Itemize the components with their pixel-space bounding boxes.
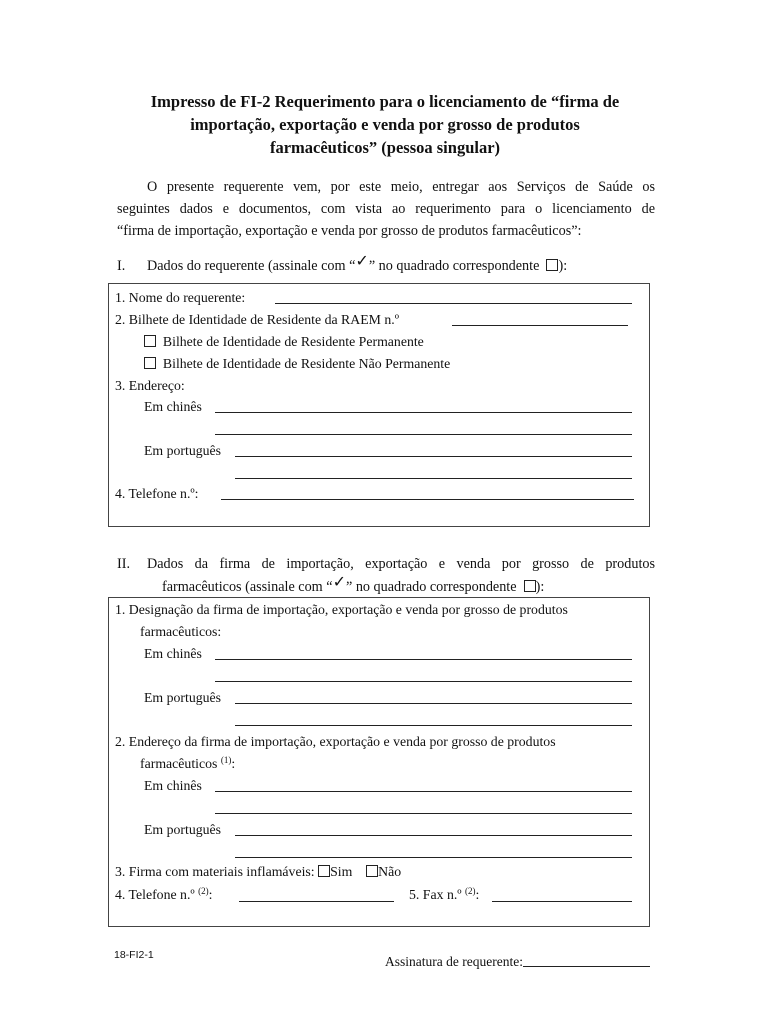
- firm-address-colon: :: [231, 756, 236, 771]
- field-id-number-label: 2. Bilhete de Identidade de Residente da RAEM n.º: [115, 312, 399, 327]
- permanent-resident-checkbox[interactable]: [144, 335, 156, 347]
- form-code: 18-FI2-1: [114, 949, 154, 961]
- firm-phone-field[interactable]: [239, 901, 394, 902]
- address-chinese-label: Em chinês: [144, 399, 202, 414]
- footnote-2-marker: (2): [198, 886, 209, 896]
- firm-name-chinese-field-2[interactable]: [215, 681, 632, 682]
- firm-phone-text: 4. Telefone n.º: [115, 887, 195, 902]
- intro-line-2: seguintes dados e documentos, com vista ao requerimento para o licenciamento de: [117, 201, 655, 217]
- requester-name-field[interactable]: [275, 303, 632, 304]
- section-2-number: II.: [117, 556, 130, 572]
- intro-paragraph: [117, 176, 655, 242]
- address-portuguese-field-1[interactable]: [235, 456, 632, 457]
- option-non-permanent: [144, 354, 450, 374]
- section-1-box: [108, 283, 650, 527]
- firm-name-chinese-label: Em chinês: [144, 646, 202, 661]
- firm-address-chinese-field-1[interactable]: [215, 791, 632, 792]
- section-1-heading-end: ):: [558, 258, 568, 274]
- section-1-heading-text-2: ” no quadrado correspondente: [368, 258, 540, 274]
- example-checkbox-icon: [546, 259, 558, 271]
- firm-address-portuguese-label: Em português: [144, 822, 222, 837]
- section-2-heading: [117, 553, 655, 598]
- section-1-heading-text: Dados do requerente (assinale com “: [147, 258, 356, 274]
- address-portuguese-label: Em português: [144, 443, 222, 458]
- firm-fax-field[interactable]: [492, 901, 632, 902]
- firm-address-portuguese-field-2[interactable]: [235, 857, 632, 858]
- firm-address-chinese-field-2[interactable]: [215, 813, 632, 814]
- signature-row: [385, 954, 650, 970]
- firm-address-chinese-label: Em chinês: [144, 778, 202, 793]
- section-2-box: [108, 597, 650, 927]
- option-non-permanent-label: Bilhete de Identidade de Residente Não Permanente: [162, 356, 451, 371]
- address-chinese-field-1[interactable]: [215, 412, 632, 413]
- firm-name-label-2: farmacêuticos:: [140, 624, 222, 639]
- checkmark-icon-2: ✓: [332, 572, 346, 591]
- id-number-field[interactable]: [452, 325, 628, 326]
- flammable-yes-label: Sim: [330, 864, 353, 879]
- firm-address-label-2: [140, 754, 235, 774]
- section-1-heading: [117, 251, 568, 277]
- firm-address-portuguese-field-1[interactable]: [235, 835, 632, 836]
- section-2-heading-end: ):: [535, 579, 545, 595]
- signature-field[interactable]: [523, 954, 650, 967]
- title-line-1: Impresso de FI-2 Requerimento para o licenciamento de “firma de: [150, 92, 620, 111]
- flammable-row: [115, 862, 401, 882]
- field-requester-name-label: 1. Nome do requerente:: [115, 290, 246, 305]
- flammable-label: 3. Firma com materiais inflamáveis:: [115, 864, 315, 879]
- firm-name-portuguese-field-2[interactable]: [235, 725, 632, 726]
- option-permanent-label: Bilhete de Identidade de Residente Permanente: [162, 334, 424, 349]
- intro-line-3: “firma de importação, exportação e venda por grosso de produtos farmacêuticos”:: [117, 223, 582, 239]
- firm-name-portuguese-field-1[interactable]: [235, 703, 632, 704]
- signature-label: Assinatura de requerente:: [385, 954, 523, 969]
- address-chinese-field-2[interactable]: [215, 434, 632, 435]
- non-permanent-resident-checkbox[interactable]: [144, 357, 156, 369]
- firm-name-chinese-field-1[interactable]: [215, 659, 632, 660]
- firm-name-label: 1. Designação da firma de importação, exportação e venda por grosso de produtos: [115, 602, 568, 617]
- firm-phone-label: 4. Telefone n.º $^{(2)}$:: [115, 886, 213, 902]
- form-title: [100, 90, 670, 159]
- flammable-yes-checkbox[interactable]: [318, 865, 330, 877]
- section-2-heading-line-2b: ” no quadrado correspondente: [345, 579, 517, 595]
- phone-field[interactable]: [221, 499, 634, 500]
- section-1-number: I.: [117, 258, 126, 274]
- flammable-no-label: Não: [378, 864, 402, 879]
- example-checkbox-icon-2: [524, 580, 536, 592]
- checkmark-icon: ✓: [355, 251, 369, 270]
- field-phone-label: 4. Telefone n.º:: [115, 486, 199, 501]
- field-address-label: 3. Endereço:: [115, 378, 185, 393]
- title-line-3: farmacêuticos” (pessoa singular): [269, 138, 501, 157]
- flammable-no-checkbox[interactable]: [366, 865, 378, 877]
- section-2-heading-line-2: farmacêuticos (assinale com “: [162, 579, 333, 595]
- firm-name-portuguese-label: Em português: [144, 690, 222, 705]
- firm-fax-text: 5. Fax n.º: [409, 887, 462, 902]
- option-permanent: [144, 332, 424, 352]
- address-portuguese-field-2[interactable]: [235, 478, 632, 479]
- firm-fax-label: 5. Fax n.º $^{(2)}$:: [409, 886, 480, 902]
- intro-line-1: O presente requerente vem, por este meio, entregar aos Serviços de Saúde os: [147, 179, 655, 195]
- footnote-3-marker: (2): [465, 886, 476, 896]
- footnote-1-marker: (1): [220, 755, 232, 765]
- firm-address-label-text: farmacêuticos: [140, 756, 218, 771]
- title-line-2: importação, exportação e venda por grosso de produtos: [190, 115, 580, 134]
- section-2-heading-line-1: Dados da firma de importação, exportação e venda por grosso de produtos: [147, 556, 655, 572]
- firm-address-label: 2. Endereço da firma de importação, exportação e venda por grosso de produtos: [115, 734, 556, 749]
